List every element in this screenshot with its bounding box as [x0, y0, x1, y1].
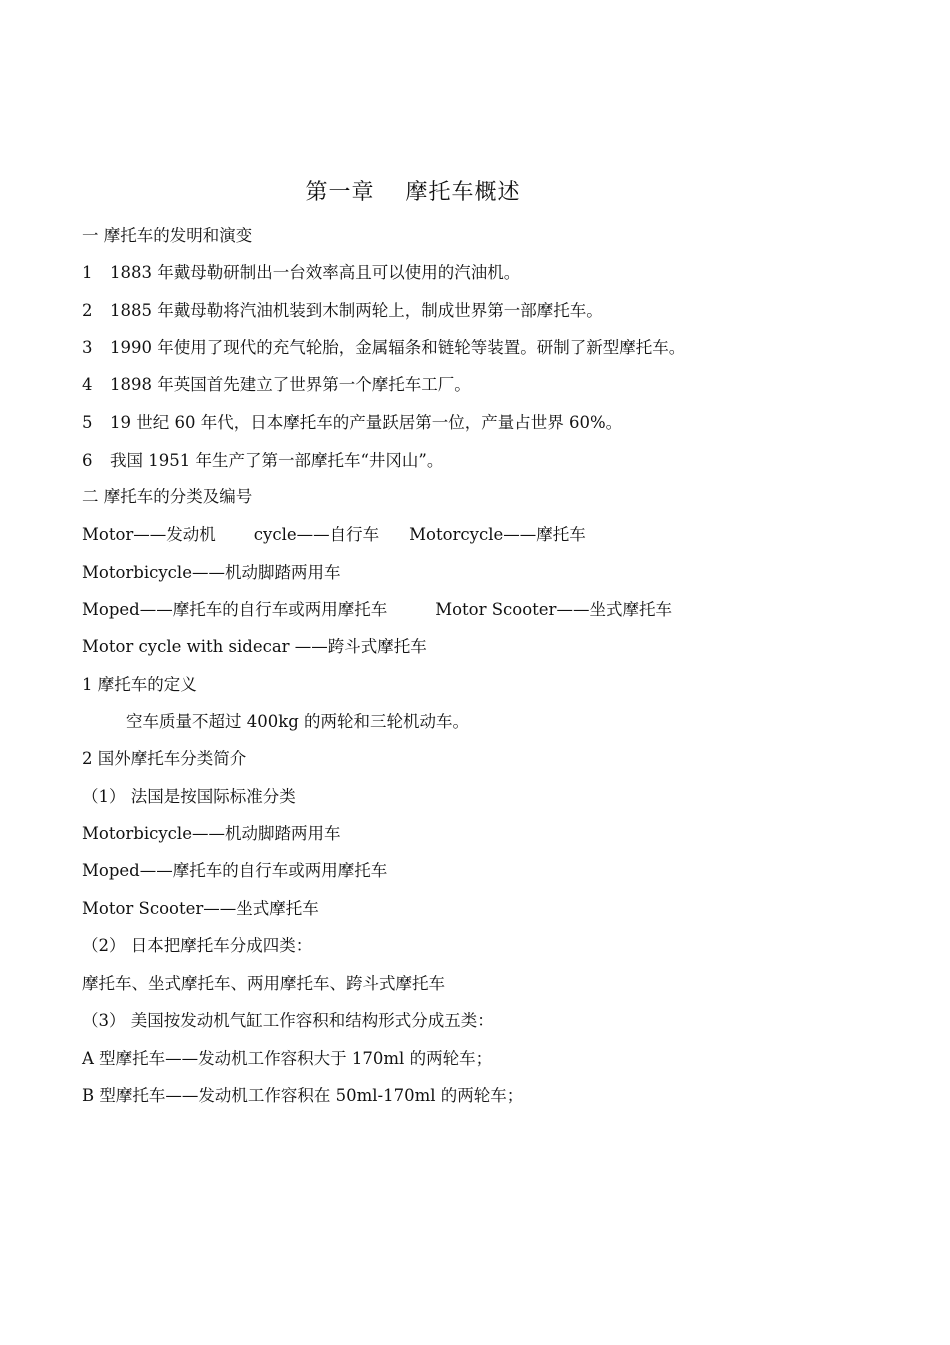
- list-item: A 型摩托车——发动机工作容积大于 170ml 的两轮车；: [82, 1049, 493, 1068]
- term-row: [82, 523, 586, 547]
- definition-text: 空车质量不超过 400kg 的两轮和三轮机动车。: [126, 712, 470, 731]
- subheading-usa: （3） 美国按发动机气缸工作容积和结构形式分成五类：: [82, 1011, 494, 1030]
- term-sidecar: Motor cycle with sidecar ——跨斗式摩托车: [82, 637, 427, 656]
- list-item-number: 3: [82, 338, 93, 357]
- term-motorbicycle: Motorbicycle——机动脚踏两用车: [82, 563, 341, 582]
- list-item-text: 19 世纪 60 年代，日本摩托车的产量跃居第一位，产量占世界 60%。: [110, 413, 623, 432]
- section-heading-invention: 一 摩托车的发明和演变: [82, 226, 253, 245]
- term-row: [82, 598, 672, 622]
- list-item: Motor Scooter——坐式摩托车: [82, 899, 319, 918]
- list-item-number: 2: [82, 301, 93, 320]
- list-item-number: 6: [82, 451, 93, 470]
- list-item-text: 1898 年英国首先建立了世界第一个摩托车工厂。: [110, 375, 471, 394]
- list-item: [82, 336, 685, 360]
- list-item-text: 1883 年戴母勒研制出一台效率高且可以使用的汽油机。: [110, 263, 521, 282]
- list-item: Motorbicycle——机动脚踏两用车: [82, 824, 341, 843]
- list-item: Moped——摩托车的自行车或两用摩托车: [82, 861, 388, 880]
- subheading-france: （1） 法国是按国际标准分类: [82, 787, 296, 806]
- section-heading-classification: 二 摩托车的分类及编号: [82, 487, 253, 506]
- list-item: [82, 261, 520, 285]
- list-item-number: 4: [82, 375, 93, 394]
- list-item-text: 我国 1951 年生产了第一部摩托车“井冈山”。: [110, 451, 444, 470]
- list-item-number: 5: [82, 413, 93, 432]
- subheading-foreign: 2 国外摩托车分类简介: [82, 749, 247, 768]
- term-cycle: cycle——自行车: [253, 525, 380, 544]
- subheading-definition: 1 摩托车的定义: [82, 675, 197, 694]
- japan-text: 摩托车、坐式摩托车、两用摩托车、跨斗式摩托车: [82, 974, 445, 993]
- list-item-text: 1885 年戴母勒将汽油机装到木制两轮上，制成世界第一部摩托车。: [110, 301, 603, 320]
- list-item-number: 1: [82, 263, 93, 282]
- term-motorcycle: Motorcycle——摩托车: [409, 525, 586, 544]
- term-motor-scooter: Motor Scooter——坐式摩托车: [435, 600, 672, 619]
- list-item: [82, 411, 622, 435]
- list-item: [82, 299, 603, 323]
- list-item-text: 1990 年使用了现代的充气轮胎，金属辐条和链轮等装置。研制了新型摩托车。: [110, 338, 686, 357]
- list-item: B 型摩托车——发动机工作容积在 50ml-170ml 的两轮车；: [82, 1086, 524, 1105]
- list-item: [82, 373, 471, 397]
- subheading-japan: （2） 日本把摩托车分成四类：: [82, 936, 313, 955]
- chapter-title: 第一章 摩托车概述: [305, 180, 521, 205]
- term-moped: Moped——摩托车的自行车或两用摩托车: [82, 600, 388, 619]
- list-item: [82, 449, 443, 473]
- term-motor: Motor——发动机: [82, 525, 216, 544]
